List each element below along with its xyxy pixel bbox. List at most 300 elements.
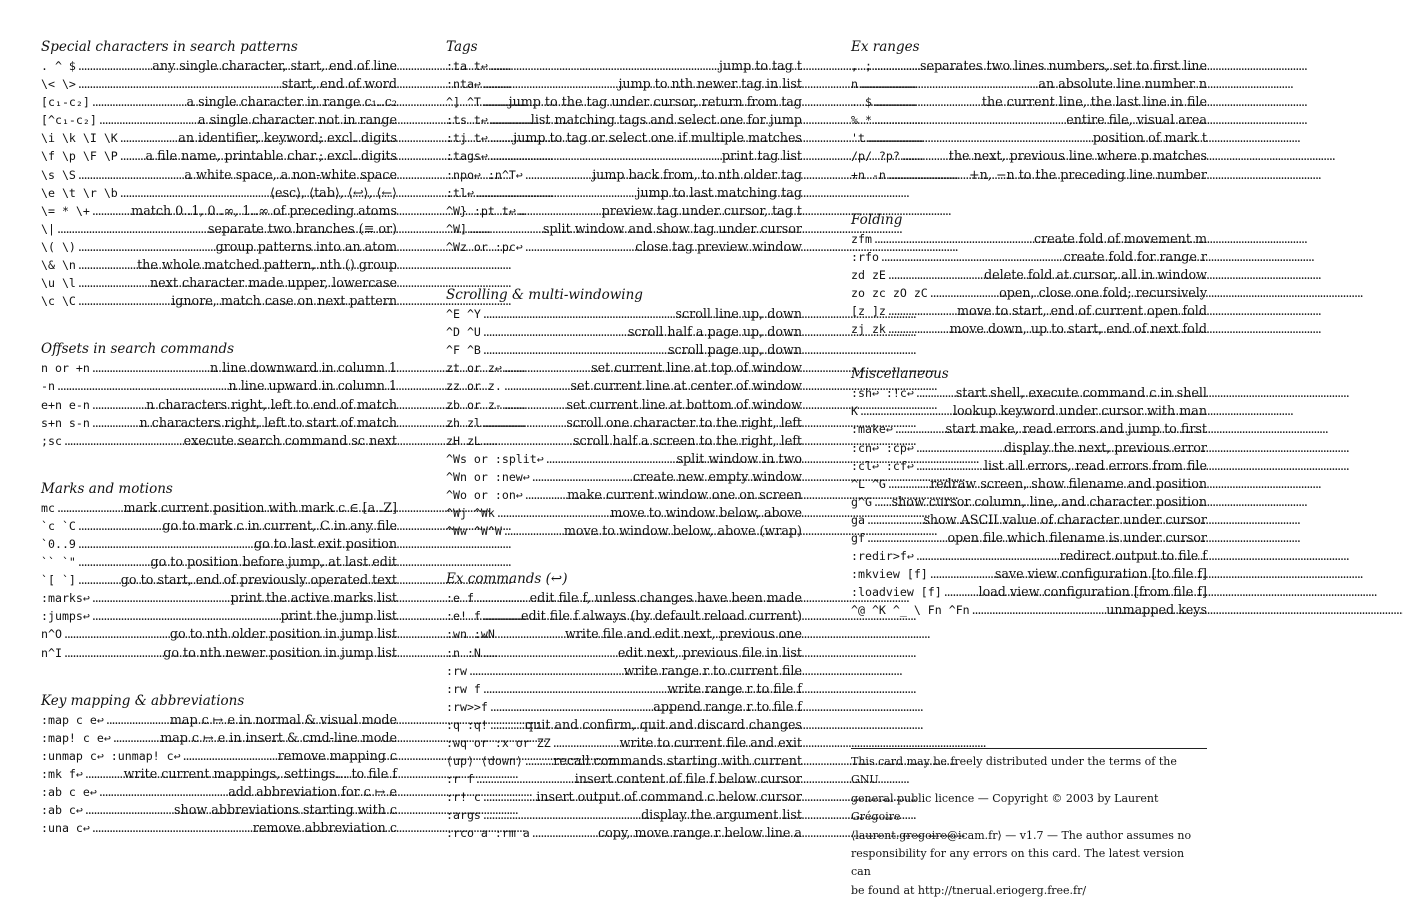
command-row — [851, 248, 1207, 266]
command-keys: :r f — [446, 772, 474, 787]
section — [446, 286, 802, 540]
command-row — [41, 589, 397, 607]
dot-leader — [92, 414, 138, 432]
command-row — [446, 752, 802, 770]
dot-leader — [916, 457, 982, 475]
command-row — [41, 184, 397, 202]
command-keys: ^Wo or :on↩ — [446, 487, 523, 502]
dot-leader — [120, 129, 177, 147]
command-row — [446, 450, 802, 468]
section — [41, 480, 397, 662]
command-row — [446, 359, 802, 377]
command-row — [851, 402, 1207, 420]
section-title: Folding — [851, 211, 903, 228]
command-row — [41, 819, 397, 837]
dot-leader — [902, 147, 947, 165]
command-row — [851, 475, 1207, 493]
command-keys: ^Wz or :pc↩ — [446, 239, 523, 254]
command-row — [41, 711, 397, 729]
dot-leader — [888, 302, 955, 320]
command-keys: :map! c e↩ — [41, 730, 111, 745]
command-keys: ⟨up⟩ ⟨down⟩ — [446, 754, 523, 769]
command-description: go to nth newer position in jump list — [163, 644, 397, 660]
command-keys: `0..9 — [41, 536, 76, 551]
command-keys: :wq or :x or ZZ — [446, 736, 551, 750]
footer-line: be found at http://tnerual.eriogerg.free.fr/ — [851, 883, 1087, 897]
command-row — [41, 571, 397, 589]
command-description: jump to tag or select one if multiple matches — [513, 130, 802, 146]
command-keys: :cn↩ :cp↩ — [851, 440, 914, 455]
command-row — [41, 147, 397, 165]
command-description: an absolute line number n — [1038, 76, 1207, 92]
command-description: save view configuration [to file f] — [994, 566, 1207, 582]
command-row — [851, 129, 1207, 147]
command-keys: \c \C — [41, 294, 76, 309]
dot-leader — [518, 202, 600, 220]
command-row — [446, 770, 802, 788]
command-description: jump to the tag under cursor, return from tag — [508, 94, 802, 110]
dot-leader — [78, 57, 150, 75]
section-title: Ex commands (↩) — [446, 571, 568, 588]
command-description: next character made upper, lowercase — [150, 275, 397, 291]
command-description: list all errors, read errors from file — [983, 457, 1207, 473]
command-row — [41, 801, 397, 819]
command-row — [851, 320, 1207, 338]
dot-leader — [888, 320, 948, 338]
section-title: Offsets in search commands — [41, 341, 235, 358]
command-row — [446, 166, 802, 184]
section — [41, 38, 397, 310]
command-keys: \u \l — [41, 276, 76, 291]
command-row — [446, 662, 802, 680]
dot-leader — [874, 57, 918, 75]
command-keys: ^Ww ^W^W — [446, 524, 502, 539]
section — [851, 38, 1207, 184]
command-row — [446, 468, 802, 486]
command-row — [41, 57, 397, 75]
command-row — [851, 529, 1207, 547]
dot-leader — [525, 238, 634, 256]
command-description: close tag preview window — [635, 238, 802, 254]
command-description: quit and confirm, quit and discard changes — [524, 716, 802, 732]
command-description: create fold for range r — [1063, 248, 1207, 264]
command-description: start make, read errors and jump to first — [945, 421, 1207, 437]
command-row — [446, 716, 802, 734]
dot-leader — [525, 166, 590, 184]
dot-leader — [476, 770, 573, 788]
dot-leader — [483, 75, 617, 93]
footer-line: This card may be freely distributed under the terms of the GNU — [851, 755, 1177, 787]
command-row — [446, 824, 802, 842]
dot-leader — [92, 589, 229, 607]
command-keys: \< \> — [41, 77, 76, 92]
command-description: delete fold at cursor, all in window — [984, 266, 1207, 282]
command-description: remove mapping c — [277, 747, 397, 763]
command-row — [41, 359, 397, 377]
command-description: write to current file and exit — [619, 735, 802, 750]
command-keys: K — [851, 404, 858, 419]
command-row — [446, 680, 802, 698]
command-row — [41, 166, 397, 184]
command-keys: ^L ^G — [851, 476, 886, 491]
command-row — [851, 75, 1207, 93]
command-row — [851, 601, 1207, 619]
command-row — [41, 238, 397, 256]
command-row — [41, 535, 397, 553]
footer-line: responsibility for any errors on this card. The latest version can — [851, 847, 1185, 879]
dot-leader — [532, 824, 596, 842]
command-keys: \& \n — [41, 258, 76, 273]
command-keys: :una c↩ — [41, 821, 90, 836]
dot-leader — [888, 166, 967, 184]
command-description: split window and show tag under cursor — [542, 220, 802, 236]
command-row — [851, 439, 1207, 457]
dot-leader — [532, 468, 631, 486]
command-keys: :r! c — [446, 790, 481, 805]
command-keys: :map c e↩ — [41, 712, 104, 727]
command-keys: :tl↩ — [446, 185, 474, 200]
command-keys: /p/ ?p? — [851, 149, 900, 164]
command-description: separates two lines numbers, set to first line — [920, 58, 1207, 73]
dot-leader — [78, 517, 161, 535]
command-keys: . ^ $ — [41, 59, 76, 73]
command-description: n characters right, left to end of match — [146, 396, 397, 412]
dot-leader — [78, 75, 280, 93]
command-row — [41, 220, 397, 238]
command-row — [446, 323, 802, 341]
command-keys: ^D ^U — [446, 325, 481, 340]
command-keys: :npo↩ :n^T↩ — [446, 167, 523, 182]
dot-leader — [916, 384, 954, 402]
dot-leader — [525, 486, 565, 504]
command-keys: ga — [851, 512, 865, 527]
command-keys: :tj t↩ — [446, 131, 488, 146]
section — [41, 340, 397, 449]
section-title: Scrolling & multi-windowing — [446, 287, 643, 304]
command-keys: :rw>>f — [446, 699, 488, 714]
command-row — [446, 147, 802, 165]
command-keys: :args — [446, 808, 481, 823]
command-description: move to window below, above (wrap) — [563, 523, 802, 539]
command-description: redirect output to file f — [1059, 548, 1207, 564]
command-row — [851, 57, 1207, 75]
command-keys: :ta t↩ — [446, 59, 488, 73]
command-description: create new empty window — [632, 468, 802, 484]
command-description: edit file f always (by default reload current) — [520, 608, 802, 624]
command-keys: ^W] — [446, 221, 467, 236]
command-description: create fold of movement m — [1033, 230, 1207, 246]
command-row — [851, 583, 1207, 601]
command-keys: s+n s-n — [41, 415, 90, 430]
command-row — [41, 783, 397, 801]
command-keys: ^E ^Y — [446, 307, 481, 322]
dot-leader — [476, 589, 528, 607]
dot-leader — [483, 788, 534, 806]
command-description: the whole matched pattern, nth () group — [137, 257, 397, 273]
dot-leader — [92, 607, 279, 625]
command-keys: :q :q! — [446, 717, 488, 732]
dot-leader — [85, 765, 122, 783]
command-keys: zH zL — [446, 433, 481, 448]
command-row — [41, 414, 397, 432]
dot-leader — [92, 202, 129, 220]
command-description: add abbreviation for c ↦ e — [228, 784, 397, 799]
command-keys: :rco a :rm a — [446, 826, 530, 841]
command-keys: ;sc — [41, 433, 62, 448]
dot-leader — [497, 504, 608, 522]
command-description: jump back from, to nth older tag — [592, 166, 802, 182]
command-keys: ^Wj ^Wk — [446, 506, 495, 521]
dot-leader — [546, 450, 675, 468]
command-description: map c ↦ e in insert & cmd-line mode — [160, 729, 397, 745]
command-row — [41, 644, 397, 662]
dot-leader — [553, 734, 618, 752]
command-description: write current mappings, settings... to file f — [123, 765, 397, 781]
command-keys: \i \k \I \K — [41, 131, 118, 146]
command-description: write range r to current file — [623, 662, 802, 678]
dot-leader — [483, 323, 626, 341]
dot-leader — [57, 377, 227, 395]
command-keys: :wn :wN — [446, 627, 495, 642]
command-description: print tag list — [721, 148, 802, 164]
command-description: unmapped keys — [1106, 602, 1207, 618]
command-description: go to start, end of previously operated text — [120, 572, 397, 588]
command-keys: n^O — [41, 627, 62, 642]
command-row — [851, 511, 1207, 529]
command-description: entire file, visual area — [1066, 112, 1207, 128]
command-row — [446, 184, 802, 202]
command-description: go to mark c in current, C in any file — [162, 517, 397, 533]
command-row — [446, 644, 802, 662]
command-keys: . $ — [851, 95, 872, 110]
command-description: scroll one character to the right, left — [566, 414, 802, 430]
command-row — [41, 765, 397, 783]
dot-leader — [525, 752, 551, 770]
dot-leader — [888, 475, 928, 493]
command-row — [446, 607, 802, 625]
dot-leader — [867, 129, 1091, 147]
dot-leader — [57, 499, 122, 517]
dot-leader — [469, 220, 541, 238]
command-keys: `` `" — [41, 555, 76, 570]
dot-leader — [888, 266, 982, 284]
command-keys: zb or z- — [446, 397, 502, 412]
dot-leader — [99, 783, 226, 801]
command-keys: [c₁-c₂] — [41, 95, 90, 110]
footer-line: general public licence — Copyright © 2003 by Laurent Grégoire — [851, 791, 1159, 824]
command-row — [446, 698, 802, 716]
command-row — [851, 302, 1207, 320]
command-description: display the next, previous error — [1003, 439, 1207, 455]
command-row — [851, 93, 1207, 111]
command-row — [41, 499, 397, 517]
command-description: mark current position with mark c ∈ [a..Z] — [123, 499, 397, 515]
command-description: display the argument list — [641, 807, 802, 823]
command-description: lookup keyword under cursor with man — [952, 403, 1207, 419]
dot-leader — [483, 414, 564, 432]
command-keys: :rw — [446, 663, 467, 678]
command-description: the current line, the last line in file — [981, 94, 1207, 110]
command-description: a file name, printable char.; excl. digits — [145, 148, 397, 164]
command-description: recall commands starting with current — [553, 753, 802, 769]
command-keys: :nta↩ — [446, 77, 481, 92]
command-description: open file which filename is under cursor — [947, 529, 1207, 545]
dot-leader — [483, 93, 507, 111]
command-row — [41, 517, 397, 535]
command-row — [41, 625, 397, 643]
dot-leader — [490, 698, 651, 716]
command-keys: :cl↩ :cf↩ — [851, 458, 914, 473]
command-description: an identifier, keyword; excl. digits — [178, 130, 397, 146]
command-description: scroll line up, down — [675, 306, 802, 322]
command-description: jump to nth newer tag in list — [618, 76, 802, 92]
dot-leader — [469, 662, 622, 680]
command-keys: ^Wn or :new↩ — [446, 469, 530, 484]
command-row — [446, 202, 802, 220]
command-description: go to nth older position in jump list — [169, 626, 397, 642]
dot-leader — [867, 511, 921, 529]
dot-leader — [874, 230, 1032, 248]
command-keys: :loadview [f] — [851, 585, 942, 600]
command-description: edit next, previous file in list — [617, 644, 802, 660]
command-row — [851, 147, 1207, 165]
dot-leader — [64, 644, 161, 662]
command-description: move down, up to start, end of next fold — [949, 321, 1207, 337]
command-keys: zo zc zO zC — [851, 285, 928, 300]
dot-leader — [916, 439, 1002, 457]
dot-leader — [57, 220, 206, 238]
dot-leader — [490, 111, 529, 129]
command-keys: :unmap c↩ :unmap! c↩ — [41, 748, 181, 763]
command-description: jump to last matching tag — [636, 184, 802, 200]
dot-leader — [944, 583, 977, 601]
command-keys: % * — [851, 113, 872, 128]
command-row — [446, 432, 802, 450]
command-row — [446, 396, 802, 414]
command-description: n line downward in column 1 — [209, 360, 397, 376]
dot-leader — [78, 238, 214, 256]
command-row — [41, 729, 397, 747]
command-description: append range r to file f — [653, 698, 802, 714]
command-description: execute search command sc next — [183, 432, 397, 448]
command-row — [41, 202, 397, 220]
dot-leader — [504, 377, 569, 395]
command-keys: :ab c↩ — [41, 803, 83, 818]
column-right — [851, 38, 1207, 646]
section-title: Special characters in search patterns — [41, 39, 298, 55]
command-keys: :mkview [f] — [851, 567, 928, 582]
command-keys: n^I — [41, 645, 62, 660]
command-description: write range r to file f — [667, 680, 802, 696]
command-keys: zt or z↩ — [446, 361, 502, 376]
command-row — [446, 414, 802, 432]
command-description: position of mark t — [1092, 130, 1207, 146]
command-keys: +n -n — [851, 167, 886, 182]
command-keys: \| — [41, 221, 55, 236]
command-description: show ASCII value of character under cursor — [923, 511, 1207, 527]
dot-leader — [78, 571, 119, 589]
command-keys: zfm — [851, 231, 872, 246]
dot-leader — [483, 644, 616, 662]
command-row — [851, 547, 1207, 565]
command-keys: gf — [851, 530, 865, 545]
command-keys: zz or z. — [446, 379, 502, 394]
command-keys: :ts t↩ — [446, 113, 488, 128]
command-keys: ^Ws or :split↩ — [446, 451, 544, 466]
command-row — [446, 93, 802, 111]
command-row — [851, 457, 1207, 475]
command-description: match 0..1, 0..∞, 1..∞ of preceding atoms — [131, 202, 397, 218]
command-description: set current line at center of window — [570, 378, 802, 394]
dot-leader — [483, 341, 666, 359]
dot-leader — [92, 359, 208, 377]
command-row — [446, 589, 802, 607]
command-description: set current line at top of window — [591, 360, 802, 376]
command-keys: :n :N — [446, 645, 481, 660]
dot-leader — [504, 522, 562, 540]
dot-leader — [930, 284, 997, 302]
section-title: Ex ranges — [851, 39, 920, 55]
dot-leader — [916, 547, 1058, 565]
dot-leader — [874, 493, 890, 511]
command-description: move to start, end of current open fold — [957, 303, 1207, 319]
command-row — [41, 274, 397, 292]
section-title: Marks and motions — [41, 480, 173, 497]
command-row — [851, 493, 1207, 511]
command-keys: :jumps↩ — [41, 609, 90, 624]
dot-leader — [972, 601, 1105, 619]
dot-leader — [78, 166, 182, 184]
command-row — [446, 734, 802, 752]
command-row — [851, 420, 1207, 438]
dot-leader — [874, 93, 980, 111]
command-keys: :mk f↩ — [41, 766, 83, 781]
command-keys: :tags↩ — [446, 149, 488, 164]
command-description: group patterns into an atom — [215, 238, 397, 254]
command-description: a single character in range c₁..c₂ — [186, 94, 397, 110]
license-footer — [851, 748, 1207, 900]
command-description: print the jump list — [280, 608, 397, 624]
dot-leader — [183, 747, 276, 765]
command-keys: :rfo — [851, 249, 879, 264]
command-row — [41, 256, 397, 274]
dot-leader — [64, 625, 168, 643]
command-keys: :make↩ — [851, 422, 893, 437]
command-description: a single character not in range — [198, 112, 397, 128]
dot-leader — [490, 147, 720, 165]
command-row — [851, 166, 1207, 184]
dot-leader — [78, 553, 149, 571]
section — [446, 38, 802, 256]
command-description: a white space, a non-white space — [184, 166, 397, 182]
command-description: n characters right, left to start of match — [139, 414, 397, 430]
column-left — [41, 38, 397, 867]
command-keys: [^c₁-c₂] — [41, 113, 97, 128]
section-title: Key mapping & abbreviations — [41, 692, 245, 709]
command-keys: `c `C — [41, 518, 76, 533]
command-description: remove abbreviation c — [252, 820, 397, 836]
command-keys: :ab c e↩ — [41, 785, 97, 799]
command-row — [851, 565, 1207, 583]
dot-leader — [99, 111, 196, 129]
dot-leader — [92, 93, 185, 111]
dot-leader — [490, 129, 511, 147]
command-row — [41, 111, 397, 129]
command-row — [446, 341, 802, 359]
command-keys: ^@ ^K ^_ \ Fn ^Fn — [851, 603, 970, 618]
command-row — [446, 806, 802, 824]
command-row — [41, 129, 397, 147]
